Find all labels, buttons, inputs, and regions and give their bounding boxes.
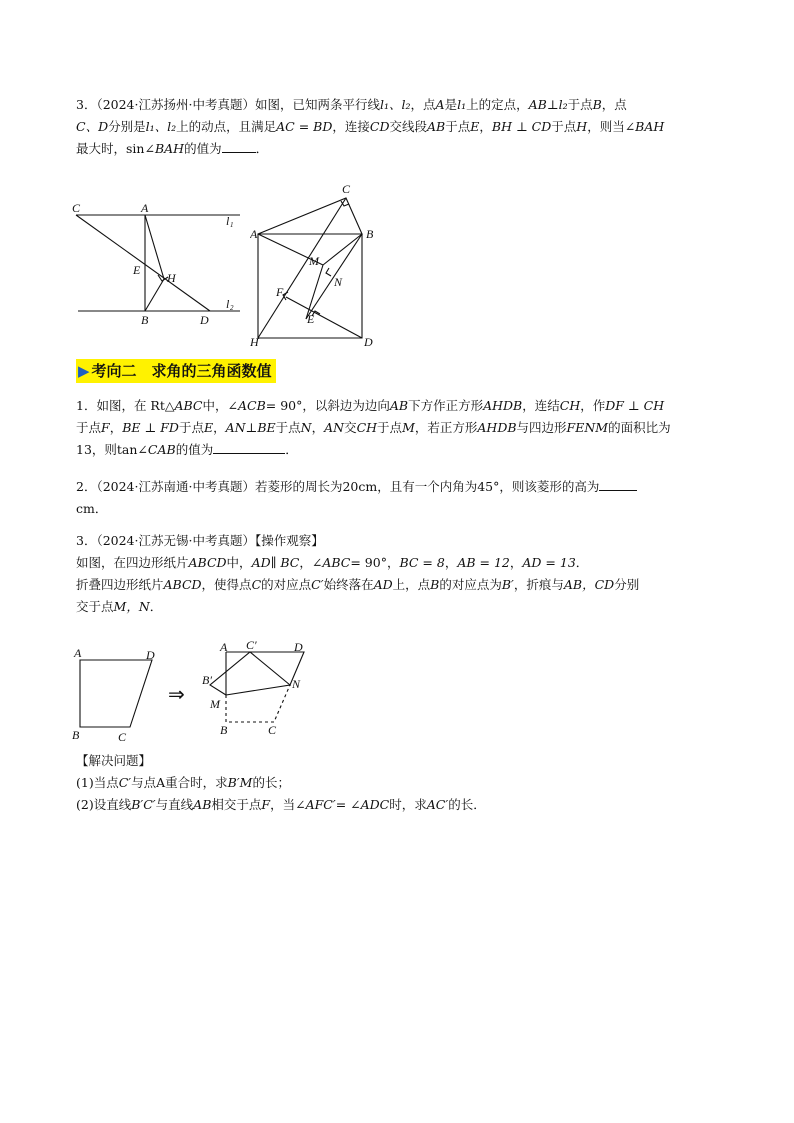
- text: 始终落在: [323, 577, 374, 592]
- text: (1)当点: [76, 775, 119, 790]
- text: 如图，在四边形纸片: [76, 555, 189, 570]
- math: AN⊥BE: [225, 420, 276, 435]
- text: 折叠四边形纸片: [76, 577, 164, 592]
- solve-section: [76, 750, 726, 816]
- math: ABCD: [188, 555, 227, 570]
- fig1-label: l: [226, 297, 230, 311]
- text: 分别: [614, 577, 640, 592]
- fig1-label: A: [141, 201, 149, 215]
- question-source: （2024·江苏无锡·中考真题）【操作观察】: [96, 533, 324, 548]
- math: ACB: [237, 398, 266, 413]
- text: 于点: [377, 420, 403, 435]
- text: ，: [444, 555, 458, 570]
- math: F: [101, 420, 110, 435]
- fig1-label: 1: [230, 221, 234, 229]
- fig4-label: N: [292, 677, 301, 691]
- fig1-label: l: [226, 214, 230, 228]
- fig2-label: M: [309, 254, 319, 268]
- math: M: [402, 420, 415, 435]
- text: 交于点: [76, 599, 114, 614]
- text: ，: [479, 119, 492, 134]
- text: 的长．: [448, 797, 486, 812]
- solve-heading: 【解决问题】: [76, 753, 152, 768]
- fig3-label: D: [146, 648, 155, 662]
- text: ，点: [601, 97, 627, 112]
- math: C′: [311, 577, 324, 592]
- text: 的长；: [252, 775, 290, 790]
- math: CD: [369, 119, 390, 134]
- text: 中，∠: [202, 398, 238, 413]
- math: BAH: [154, 141, 185, 156]
- fig1-label: 2: [230, 304, 234, 312]
- text: （2024·江苏南通·中考真题）若菱形的周长为20cm，且有一个内角为45°，则该菱形的高为: [96, 479, 600, 494]
- text: 交线段: [389, 119, 428, 134]
- fig2-label: N: [334, 275, 343, 289]
- math: A: [435, 97, 445, 112]
- math: F: [261, 797, 271, 812]
- answer-blank: [599, 490, 637, 491]
- figure-parallel-lines: [70, 198, 250, 328]
- text: ．: [255, 141, 269, 156]
- fig2-label: H: [250, 335, 259, 349]
- question-number: 1．: [76, 398, 97, 413]
- fig4-label: C′: [246, 640, 257, 652]
- text: ，连结: [522, 398, 560, 413]
- text: 于点: [178, 420, 204, 435]
- math: AB⊥l₂: [528, 97, 568, 112]
- math: l₁、l₂: [379, 97, 411, 112]
- fig2-label: A: [250, 227, 258, 241]
- text: = 90°，以斜边为边向: [265, 398, 390, 413]
- math: AC = BD: [276, 119, 333, 134]
- text: = 90°，: [350, 555, 400, 570]
- text: 时，求: [389, 797, 427, 812]
- text: 的面积比为: [608, 420, 671, 435]
- figure-square-ahdb: [250, 180, 380, 350]
- figure-trapezoid-abcd: [70, 645, 170, 745]
- text: ，作: [580, 398, 606, 413]
- text: 于点: [567, 97, 593, 112]
- section-heading: [76, 359, 276, 383]
- math: CAB: [147, 442, 176, 457]
- math: C′: [118, 775, 132, 790]
- fig3-label: B: [72, 728, 80, 742]
- math: AD = 13: [522, 555, 576, 570]
- math: AB: [427, 119, 446, 134]
- fig1-label: H: [167, 271, 176, 285]
- math: DF ⊥ CH: [605, 398, 665, 413]
- answer-blank: [213, 453, 285, 454]
- math: AC′: [426, 797, 449, 812]
- math: C: [251, 577, 262, 592]
- fig2-label: B: [366, 227, 374, 241]
- math: M，N: [113, 599, 150, 614]
- math: ABC: [322, 555, 351, 570]
- text: 于点: [551, 119, 577, 134]
- fig2-label: E: [307, 312, 315, 326]
- math: AN: [324, 420, 345, 435]
- question-number: 2．: [76, 479, 97, 494]
- figure-folded-trapezoid: [200, 640, 320, 740]
- math: BE ⊥ FD: [122, 420, 179, 435]
- math: AHDB: [483, 398, 523, 413]
- unit: cm．: [76, 501, 108, 516]
- math: B: [592, 97, 602, 112]
- text: 的值为: [184, 141, 222, 156]
- fig3-label: A: [74, 646, 82, 660]
- text: ，折痕与: [513, 577, 564, 592]
- text: 上的动点，且满足: [176, 119, 277, 134]
- fig4-label: C: [268, 723, 277, 737]
- section-title: 考向二 求角的三角函数值: [91, 362, 272, 380]
- text: 交: [344, 420, 357, 435]
- math: AHDB: [477, 420, 517, 435]
- fig4-label: B′: [202, 673, 212, 687]
- math: CH: [356, 420, 378, 435]
- math: ABC: [174, 398, 203, 413]
- text: 是: [444, 97, 458, 112]
- text: 上，点: [392, 577, 431, 592]
- text: 13，则tan∠: [76, 442, 148, 457]
- text: ，连接: [332, 119, 370, 134]
- text: ，: [509, 555, 523, 570]
- math: B′C′: [131, 797, 156, 812]
- math: N: [300, 420, 312, 435]
- text: (2)设直线: [76, 797, 132, 812]
- fig1-label: C: [72, 201, 81, 215]
- text: ，使得点: [201, 577, 252, 592]
- text: ，∠: [299, 555, 323, 570]
- text: 下方作正方形: [408, 398, 484, 413]
- math: H: [576, 119, 588, 134]
- math: B′M: [227, 775, 253, 790]
- text: 如图，已知两条平行线: [254, 97, 380, 112]
- text: 中，: [226, 555, 252, 570]
- math: BC = 8: [399, 555, 445, 570]
- question-1: [76, 395, 726, 461]
- fig4-label: B: [220, 723, 228, 737]
- math: AB: [193, 797, 212, 812]
- math: C、D: [76, 119, 109, 134]
- math: AD: [373, 577, 393, 592]
- text: ．: [575, 555, 589, 570]
- math: AB，CD: [563, 577, 615, 592]
- fig2-label: D: [364, 335, 373, 349]
- math: AFC′: [305, 797, 336, 812]
- math: B′: [501, 577, 514, 592]
- text: 与四边形: [516, 420, 567, 435]
- question-number: 3．: [76, 533, 97, 548]
- math: AB: [389, 398, 409, 413]
- fig2-label: F: [276, 285, 284, 299]
- text: ，点: [410, 97, 436, 112]
- text: ．: [149, 599, 163, 614]
- triangle-icon: ▶: [78, 362, 90, 380]
- question-3: [76, 530, 726, 618]
- text: 分别是: [108, 119, 146, 134]
- math: CH: [559, 398, 581, 413]
- fig4-label: D: [294, 640, 303, 654]
- text: ，若正方形: [414, 420, 478, 435]
- text: ，当∠: [270, 797, 306, 812]
- fig4-label: A: [220, 640, 228, 654]
- question-2: [76, 476, 726, 520]
- text: 与点A重合时，求: [131, 775, 228, 790]
- text: ，: [109, 420, 123, 435]
- text: = ∠: [335, 797, 361, 812]
- text: 的对应点为: [439, 577, 502, 592]
- problem-text-yangzhou: [76, 94, 726, 160]
- math: B: [430, 577, 440, 592]
- text: 的值为: [175, 442, 214, 457]
- text: ，: [311, 420, 325, 435]
- fig1-label: B: [141, 313, 149, 327]
- math: l₁: [457, 97, 467, 112]
- text: 于点: [445, 119, 471, 134]
- math: ABCD: [163, 577, 202, 592]
- text: 相交于点: [211, 797, 262, 812]
- math: l₁、l₂: [145, 119, 177, 134]
- math: E: [470, 119, 480, 134]
- fig1-label: D: [200, 313, 209, 327]
- fig1-label: E: [133, 263, 141, 277]
- text: 最大时，sin∠: [76, 141, 155, 156]
- text: ，则当∠: [587, 119, 636, 134]
- problem-number: 3．: [76, 97, 97, 112]
- arrow-icon: ⇒: [168, 682, 185, 706]
- fig3-label: C: [118, 730, 127, 744]
- math: BAH: [635, 119, 665, 134]
- text: 于点: [275, 420, 301, 435]
- text: ，: [213, 420, 226, 435]
- text: 如图，在 Rt△: [96, 398, 175, 413]
- fig4-label: M: [210, 697, 220, 711]
- answer-blank: [222, 152, 256, 153]
- math: AD∥ BC: [251, 555, 300, 570]
- text: 的对应点: [261, 577, 312, 592]
- text: ．: [285, 442, 298, 457]
- math: FENM: [566, 420, 609, 435]
- math: E: [203, 420, 214, 435]
- math: ADC: [360, 797, 390, 812]
- text: 与直线: [155, 797, 194, 812]
- fig2-label: C: [342, 182, 351, 196]
- math: BH ⊥ CD: [491, 119, 552, 134]
- text: 于点: [76, 420, 102, 435]
- problem-source: （2024·江苏扬州·中考真题）: [96, 97, 255, 112]
- math: AB = 12: [457, 555, 510, 570]
- text: 上的定点，: [466, 97, 529, 112]
